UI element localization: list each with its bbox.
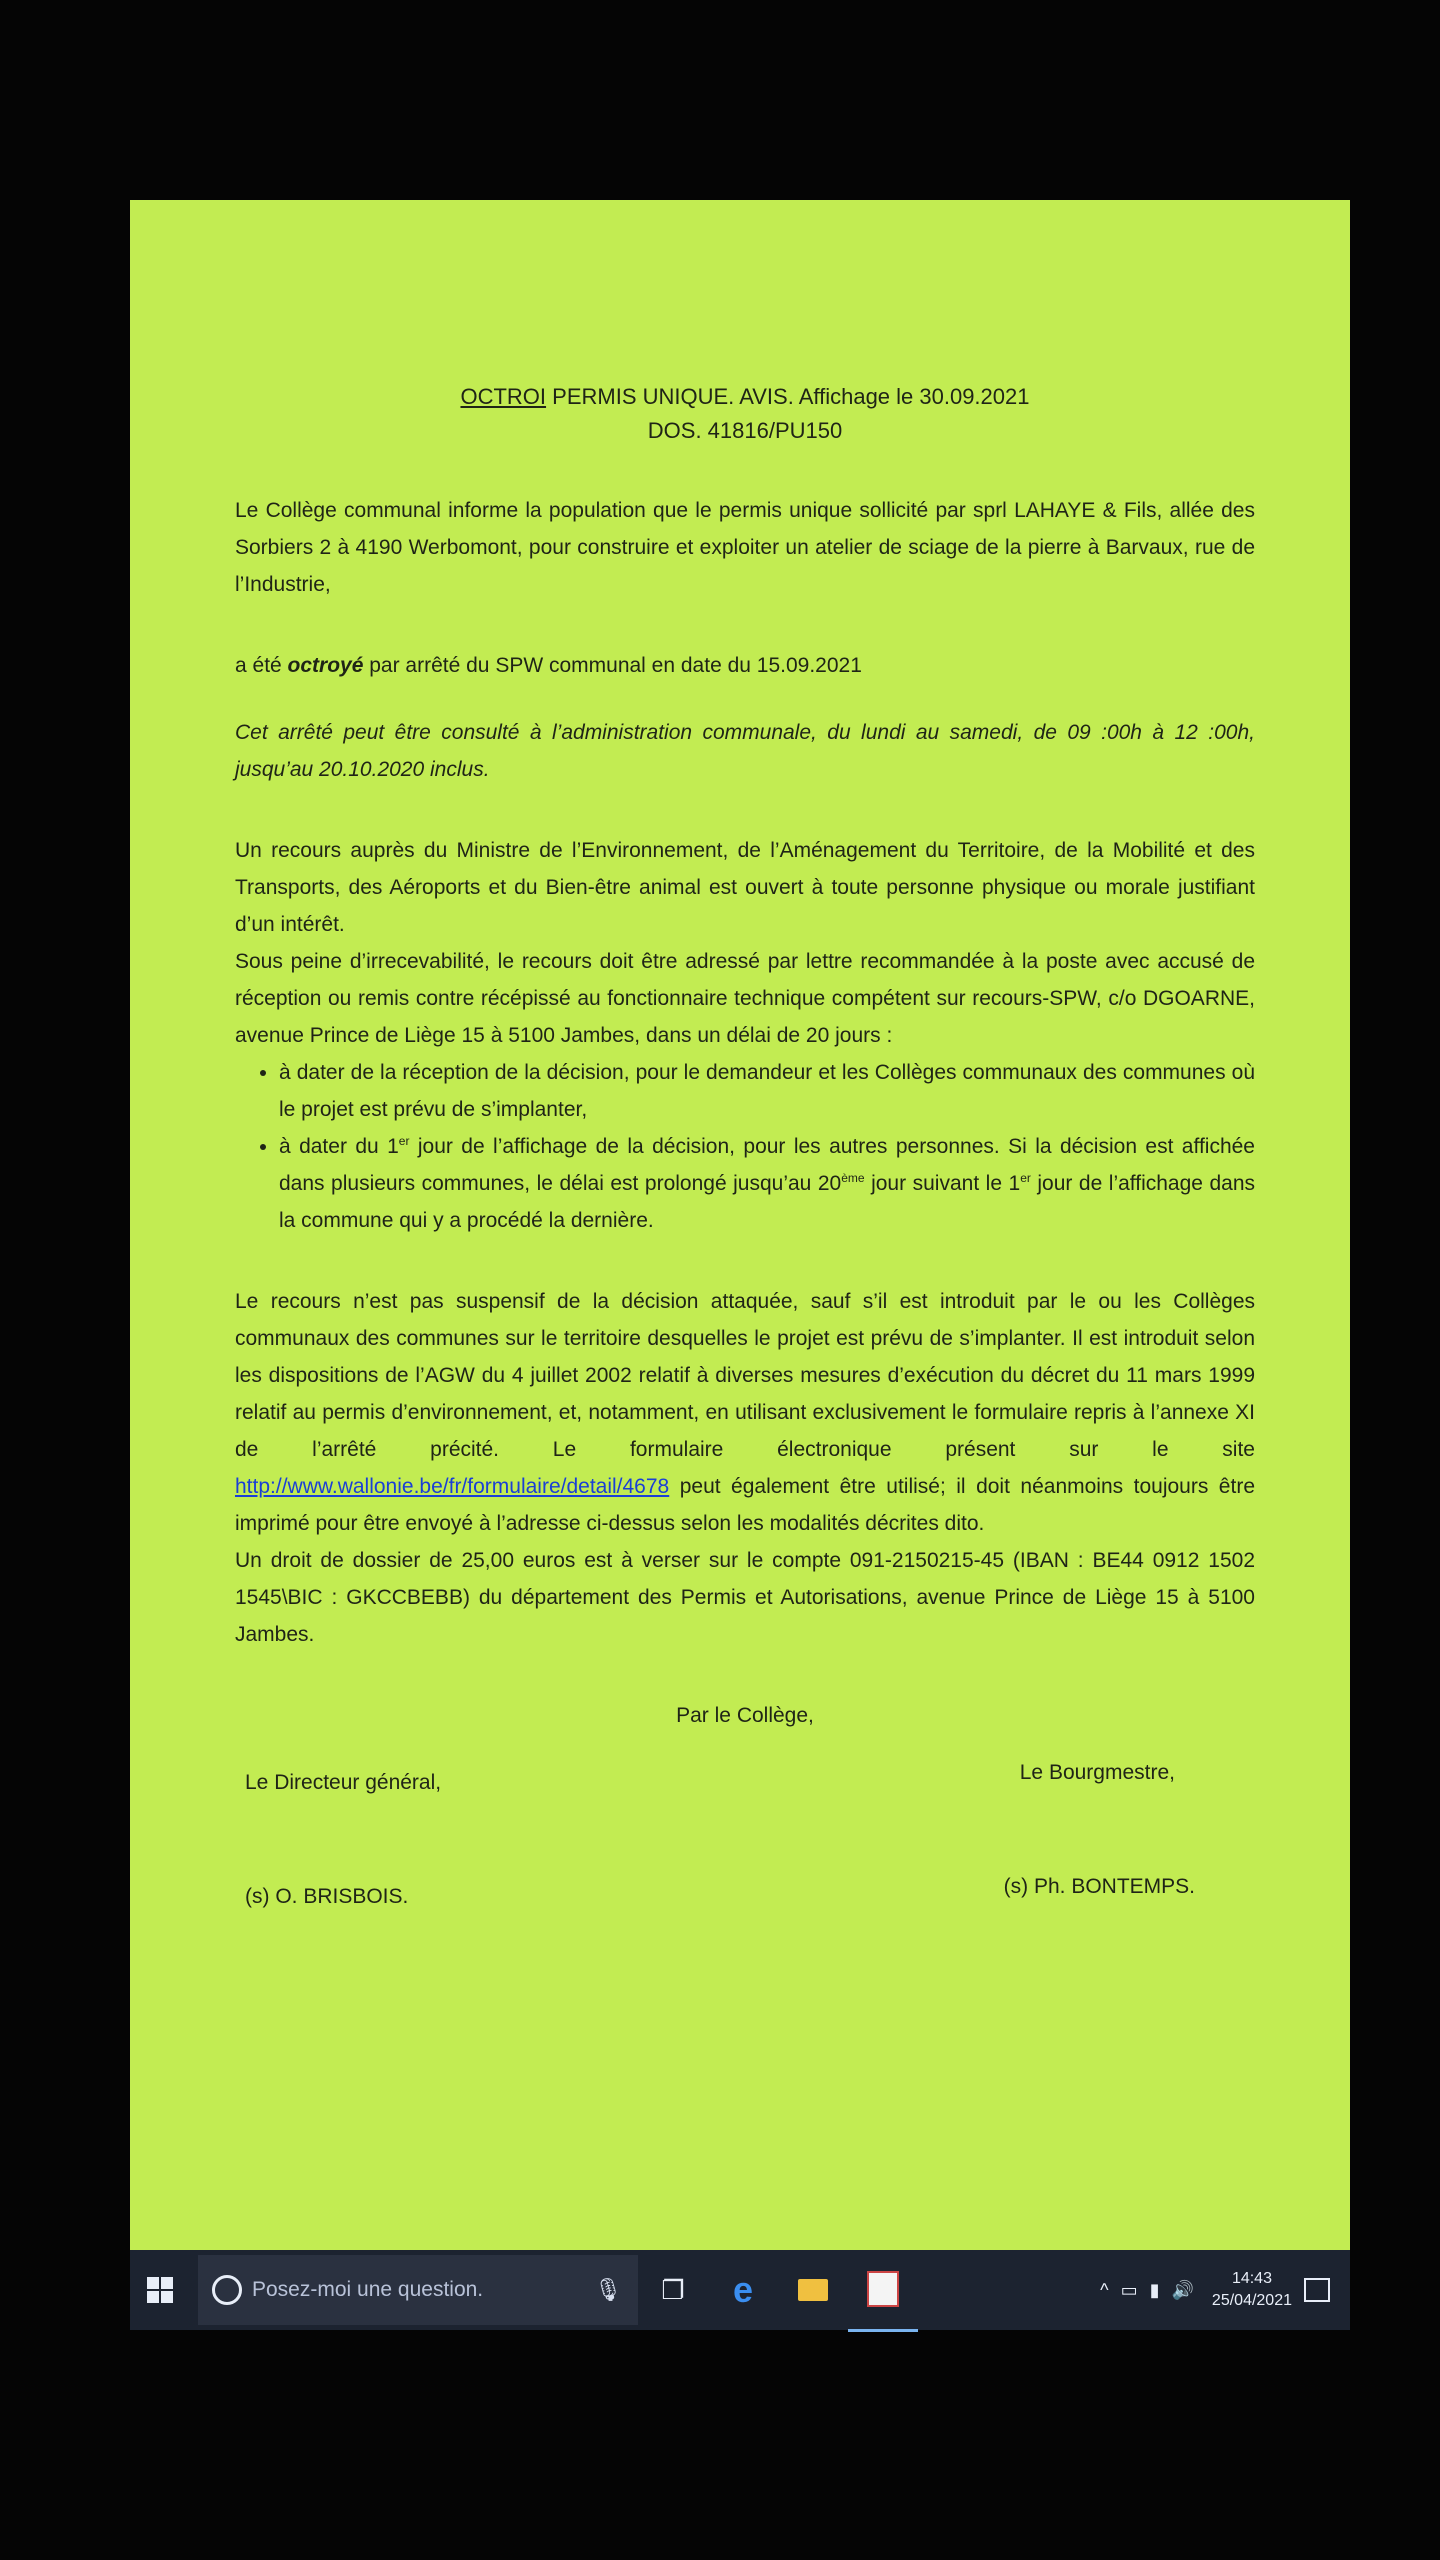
intro-paragraph: Le Collège communal informe la population que le permis unique sollicité par sprl LAHAYE & Fils, allée des Sorbiers 2 à 4190 Werbomont, pour construire et exploiter un atelier de sciage de la pierre à Barvaux, rue de l’Industrie, xyxy=(235,499,1255,596)
dossier-number: DOS. 41816/PU150 xyxy=(647,418,843,443)
microphone-icon[interactable]: 🎙 xyxy=(594,2277,622,2302)
recours-paragraph: Un recours auprès du Ministre de l’Environnement, de l’Aménagement du Territoire, de la Mobilité et des Transports, des Aéroports et du Bien-être animal est ouvert à toute personne physique ou morale justifiant d’un intérêt. xyxy=(235,839,1255,936)
suspensif-paragraph: Le recours n’est pas suspensif de la décision attaquée, sauf s’il est introduit par le ou les Collèges communaux des communes sur le territoire desquelles le projet est prévu de s’implanter. Il est introduit selon les dispositions de l’AGW du 4 juillet 2002 relatif à diverses mesures d’exécution du décret du 11 mars 1999 relatif au permis d’environnement, et, notamment, en utilisant exclusivement le formulaire repris à l’annexe XI de l’arrêté précité. Le formulaire électronique présent sur le site http://www.wallonie.be/fr/formulaire/detail/4678 peut également être utilisé; il doit néanmoins toujours être imprimé pour être envoyé à l’adresse ci-dessus selon les modalités décrites dito. xyxy=(235,1290,1255,1535)
signatory-titles xyxy=(235,1761,1255,1834)
recours-conditions-paragraph: Sous peine d’irrecevabilité, le recours doit être adressé par lettre recommandée à la poste avec accusé de réception ou remis contre récépissé au fonctionnaire technique compétent sur recours-SPW, c/o DGOARNE, avenue Prince de Liège 15 à 5100 Jambes, dans un délai de 20 jours : xyxy=(235,950,1255,1047)
directeur-title: Le Directeur général, xyxy=(245,1771,442,1794)
task-view-icon[interactable]: ❐ xyxy=(661,2274,685,2305)
pdf-reader-icon xyxy=(867,2271,899,2307)
title-rest: PERMIS UNIQUE. AVIS. Affichage le 30.09.2021 xyxy=(546,384,1030,409)
windows-start-icon xyxy=(147,2277,173,2303)
list-item: • à dater du 1er jour de l’affichage de la décision, pour les autres personnes. Si la décision est affichée dans plusieurs communes, le délai est prolongé jusqu’au 20ème jour suivant le 1er jour de l’affichage dans la commune qui y a procédé la dernière. xyxy=(279,1128,1255,1239)
network-icon[interactable]: ▭ xyxy=(1120,2279,1138,2300)
bourgmestre-title: Le Bourgmestre, xyxy=(1019,1761,1175,1784)
file-explorer-icon xyxy=(798,2279,828,2301)
battery-icon[interactable]: ▮ xyxy=(1149,2279,1160,2300)
clock[interactable] xyxy=(1212,2268,1292,2312)
bourgmestre-signature: (s) Ph. BONTEMPS. xyxy=(1003,1875,1195,1898)
granted-paragraph: a été octroyé par arrêté du SPW communal en date du 15.09.2021 xyxy=(235,654,862,677)
notice-title xyxy=(235,380,1255,414)
par-college: Par le Collège, xyxy=(676,1704,814,1727)
title-underlined: OCTROI xyxy=(460,384,547,409)
pdf-reader-button[interactable] xyxy=(848,2249,918,2332)
granted-word: octroyé xyxy=(287,654,364,677)
windows-taskbar xyxy=(130,2250,1350,2330)
deadline-list xyxy=(235,1054,1255,1239)
formulaire-link[interactable]: http://www.wallonie.be/fr/formulaire/detail/4678 xyxy=(235,1475,670,1498)
consult-paragraph: Cet arrêté peut être consulté à l’administration communale, du lundi au samedi, de 09 :00h à 12 :00h, jusqu’au 20.10.2020 inclus. xyxy=(235,721,1255,781)
list-item: • à dater de la réception de la décision, pour le demandeur et les Collèges communaux des communes où le projet est prévu de s’implanter, xyxy=(279,1054,1255,1128)
chevron-up-icon[interactable]: ^ xyxy=(1100,2279,1109,2300)
notifications-icon[interactable] xyxy=(1304,2278,1330,2302)
monitor-screen xyxy=(130,200,1350,2300)
clock-time: 14:43 xyxy=(1231,2270,1272,2287)
droit-paragraph: Un droit de dossier de 25,00 euros est à verser sur le compte 091-2150215-45 (IBAN : BE44 0912 1502 1545\BIC : GKCCBEBB) du département des Permis et Autorisations, avenue Prince de Liège 15 à 5100 Jambes. xyxy=(235,1549,1255,1646)
volume-icon[interactable]: 🔊 xyxy=(1171,2279,1194,2300)
clock-date: 25/04/2021 xyxy=(1211,2292,1292,2309)
notice-document xyxy=(235,380,1255,1948)
search-box[interactable] xyxy=(198,2255,638,2325)
file-explorer-button[interactable] xyxy=(778,2250,848,2330)
search-placeholder: Posez-moi une question. xyxy=(252,2278,484,2301)
signatures xyxy=(235,1875,1255,1948)
directeur-signature: (s) O. BRISBOIS. xyxy=(245,1885,409,1908)
cortana-icon xyxy=(212,2275,242,2305)
document-page xyxy=(130,200,1350,2260)
system-tray xyxy=(1094,2268,1350,2312)
edge-icon[interactable]: e xyxy=(732,2269,754,2310)
start-button[interactable] xyxy=(130,2250,190,2330)
